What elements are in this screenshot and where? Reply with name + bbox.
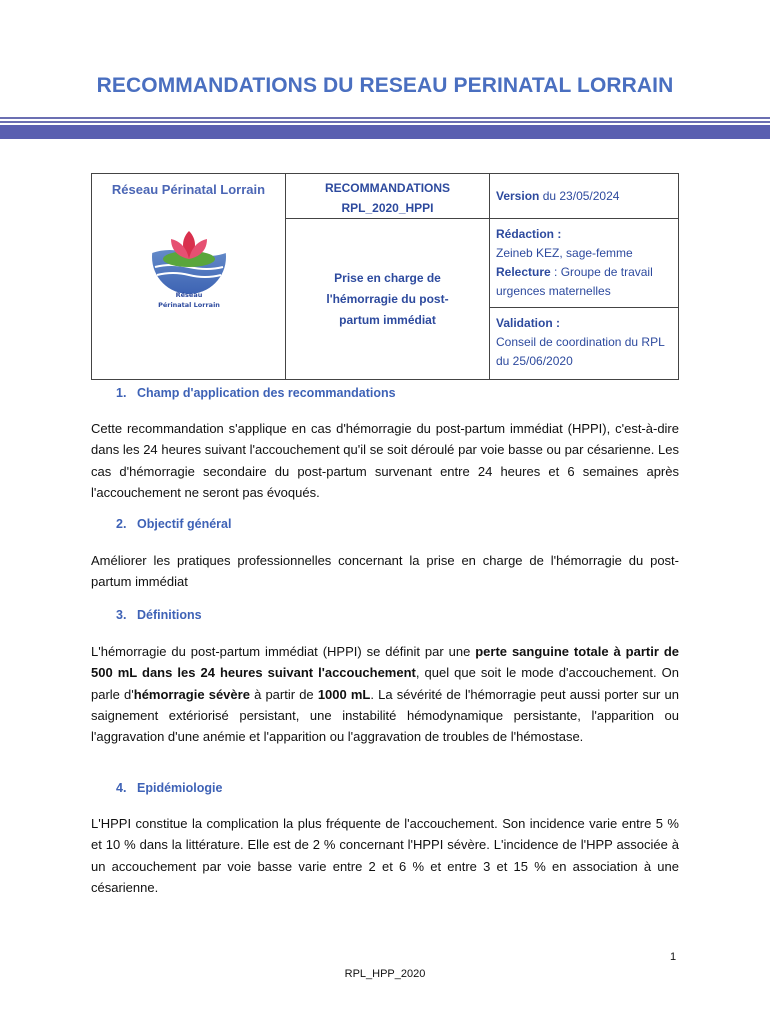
- bold-severe: hémorragie sévère: [133, 686, 250, 702]
- section-heading-4: 4. Epidémiologie: [116, 781, 223, 795]
- reco-label: RECOMMANDATIONS: [324, 181, 451, 195]
- validation-value: Conseil de coordination du RPL du 25/06/2020: [496, 335, 665, 368]
- logo-text-1: Réseau: [175, 291, 202, 299]
- redaction-cell: [490, 219, 679, 308]
- validation-label: Validation :: [496, 316, 561, 330]
- logo-text-2: Périnatal Lorrain: [157, 301, 220, 309]
- rule-band: [0, 125, 770, 139]
- logo-cell: [92, 174, 286, 380]
- title-rules: [0, 117, 770, 141]
- reco-cell: [286, 174, 490, 219]
- relecture-label: Relecture: [496, 265, 551, 279]
- section-heading-3: 3. Définitions: [116, 608, 202, 622]
- relecture-value: : Groupe de travail urgences maternelles: [496, 265, 653, 298]
- section-heading-2: 2. Objectif général: [116, 517, 232, 531]
- rule-line: [0, 117, 770, 119]
- redaction-value: Zeineb KEZ, sage-femme: [496, 246, 633, 260]
- org-name: Réseau Périnatal Lorrain: [111, 182, 266, 197]
- subject-cell: [286, 219, 490, 380]
- version-label: Version: [496, 188, 540, 203]
- section-heading-1: 1. Champ d'application des recommandations: [116, 386, 396, 400]
- header-table: [91, 173, 679, 380]
- reco-code: RPL_2020_HPPI: [341, 201, 434, 215]
- page-number: 1: [670, 951, 677, 963]
- rule-line: [0, 121, 770, 123]
- subject-text: Prise en charge de l'hémorragie du post-partum immédiat: [326, 270, 449, 327]
- lotus-logo-icon: [149, 217, 229, 311]
- version-cell: [490, 174, 679, 219]
- paragraph-epidemio: L'HPPI constitue la complication la plus fréquente de l'accouchement. Son incidence varie entre 5 % et 10 % dans la littérature. Elle est de 2 % concernant l'HPPI sévère. L'incidence de l'HPP associée à un accouchement par voie basse varie entre 2 et 6 % et entre 3 et 15 % en association à une césarienne.: [91, 816, 679, 895]
- validation-cell: [490, 308, 679, 380]
- paragraph-definitions: L'hémorragie du post-partum immédiat (HPPI) se définit par une perte sanguine totale à partir de 500 mL dans les 24 heures suivant l'accouchement, quel que soit le mode d'accouchement. On parle d'hémorragie sévère à partir de 1000 mL. La sévérité de l'hémorragie peut aussi porter sur un saignement extériorisé persistant, une instabilité hémodynamique persistante, l'apparition ou l'aggravation d'une anémie et l'apparition ou l'aggravation de troubles de l'hémostase.: [91, 644, 680, 745]
- bold-threshold: 1000 mL: [317, 686, 371, 702]
- version-date: du 23/05/2024: [542, 188, 620, 203]
- footer-reference: RPL_HPP_2020: [344, 968, 426, 980]
- page-title: RECOMMANDATIONS DU RESEAU PERINATAL LORRAIN: [96, 74, 674, 97]
- paragraph-champ: Cette recommandation s'applique en cas d'hémorragie du post-partum immédiat (HPPI), c'est-à-dire dans les 24 heures suivant l'accouchement qu'il se soit déroulé par voie basse ou par césarienne. Les cas d'hémorragie secondaire du post-partum survenant entre 24 heures et 6 semaines après l'accouchement ne seront pas évoqués.: [91, 421, 679, 500]
- paragraph-objectif: Améliorer les pratiques professionnelles concernant la prise en charge de l'hémorragie du post-partum immédiat: [91, 553, 679, 590]
- bold-definition: perte sanguine totale à partir de 500 mL dans les 24 heures suivant l'accouchement: [91, 644, 680, 681]
- redaction-label: Rédaction :: [496, 227, 562, 241]
